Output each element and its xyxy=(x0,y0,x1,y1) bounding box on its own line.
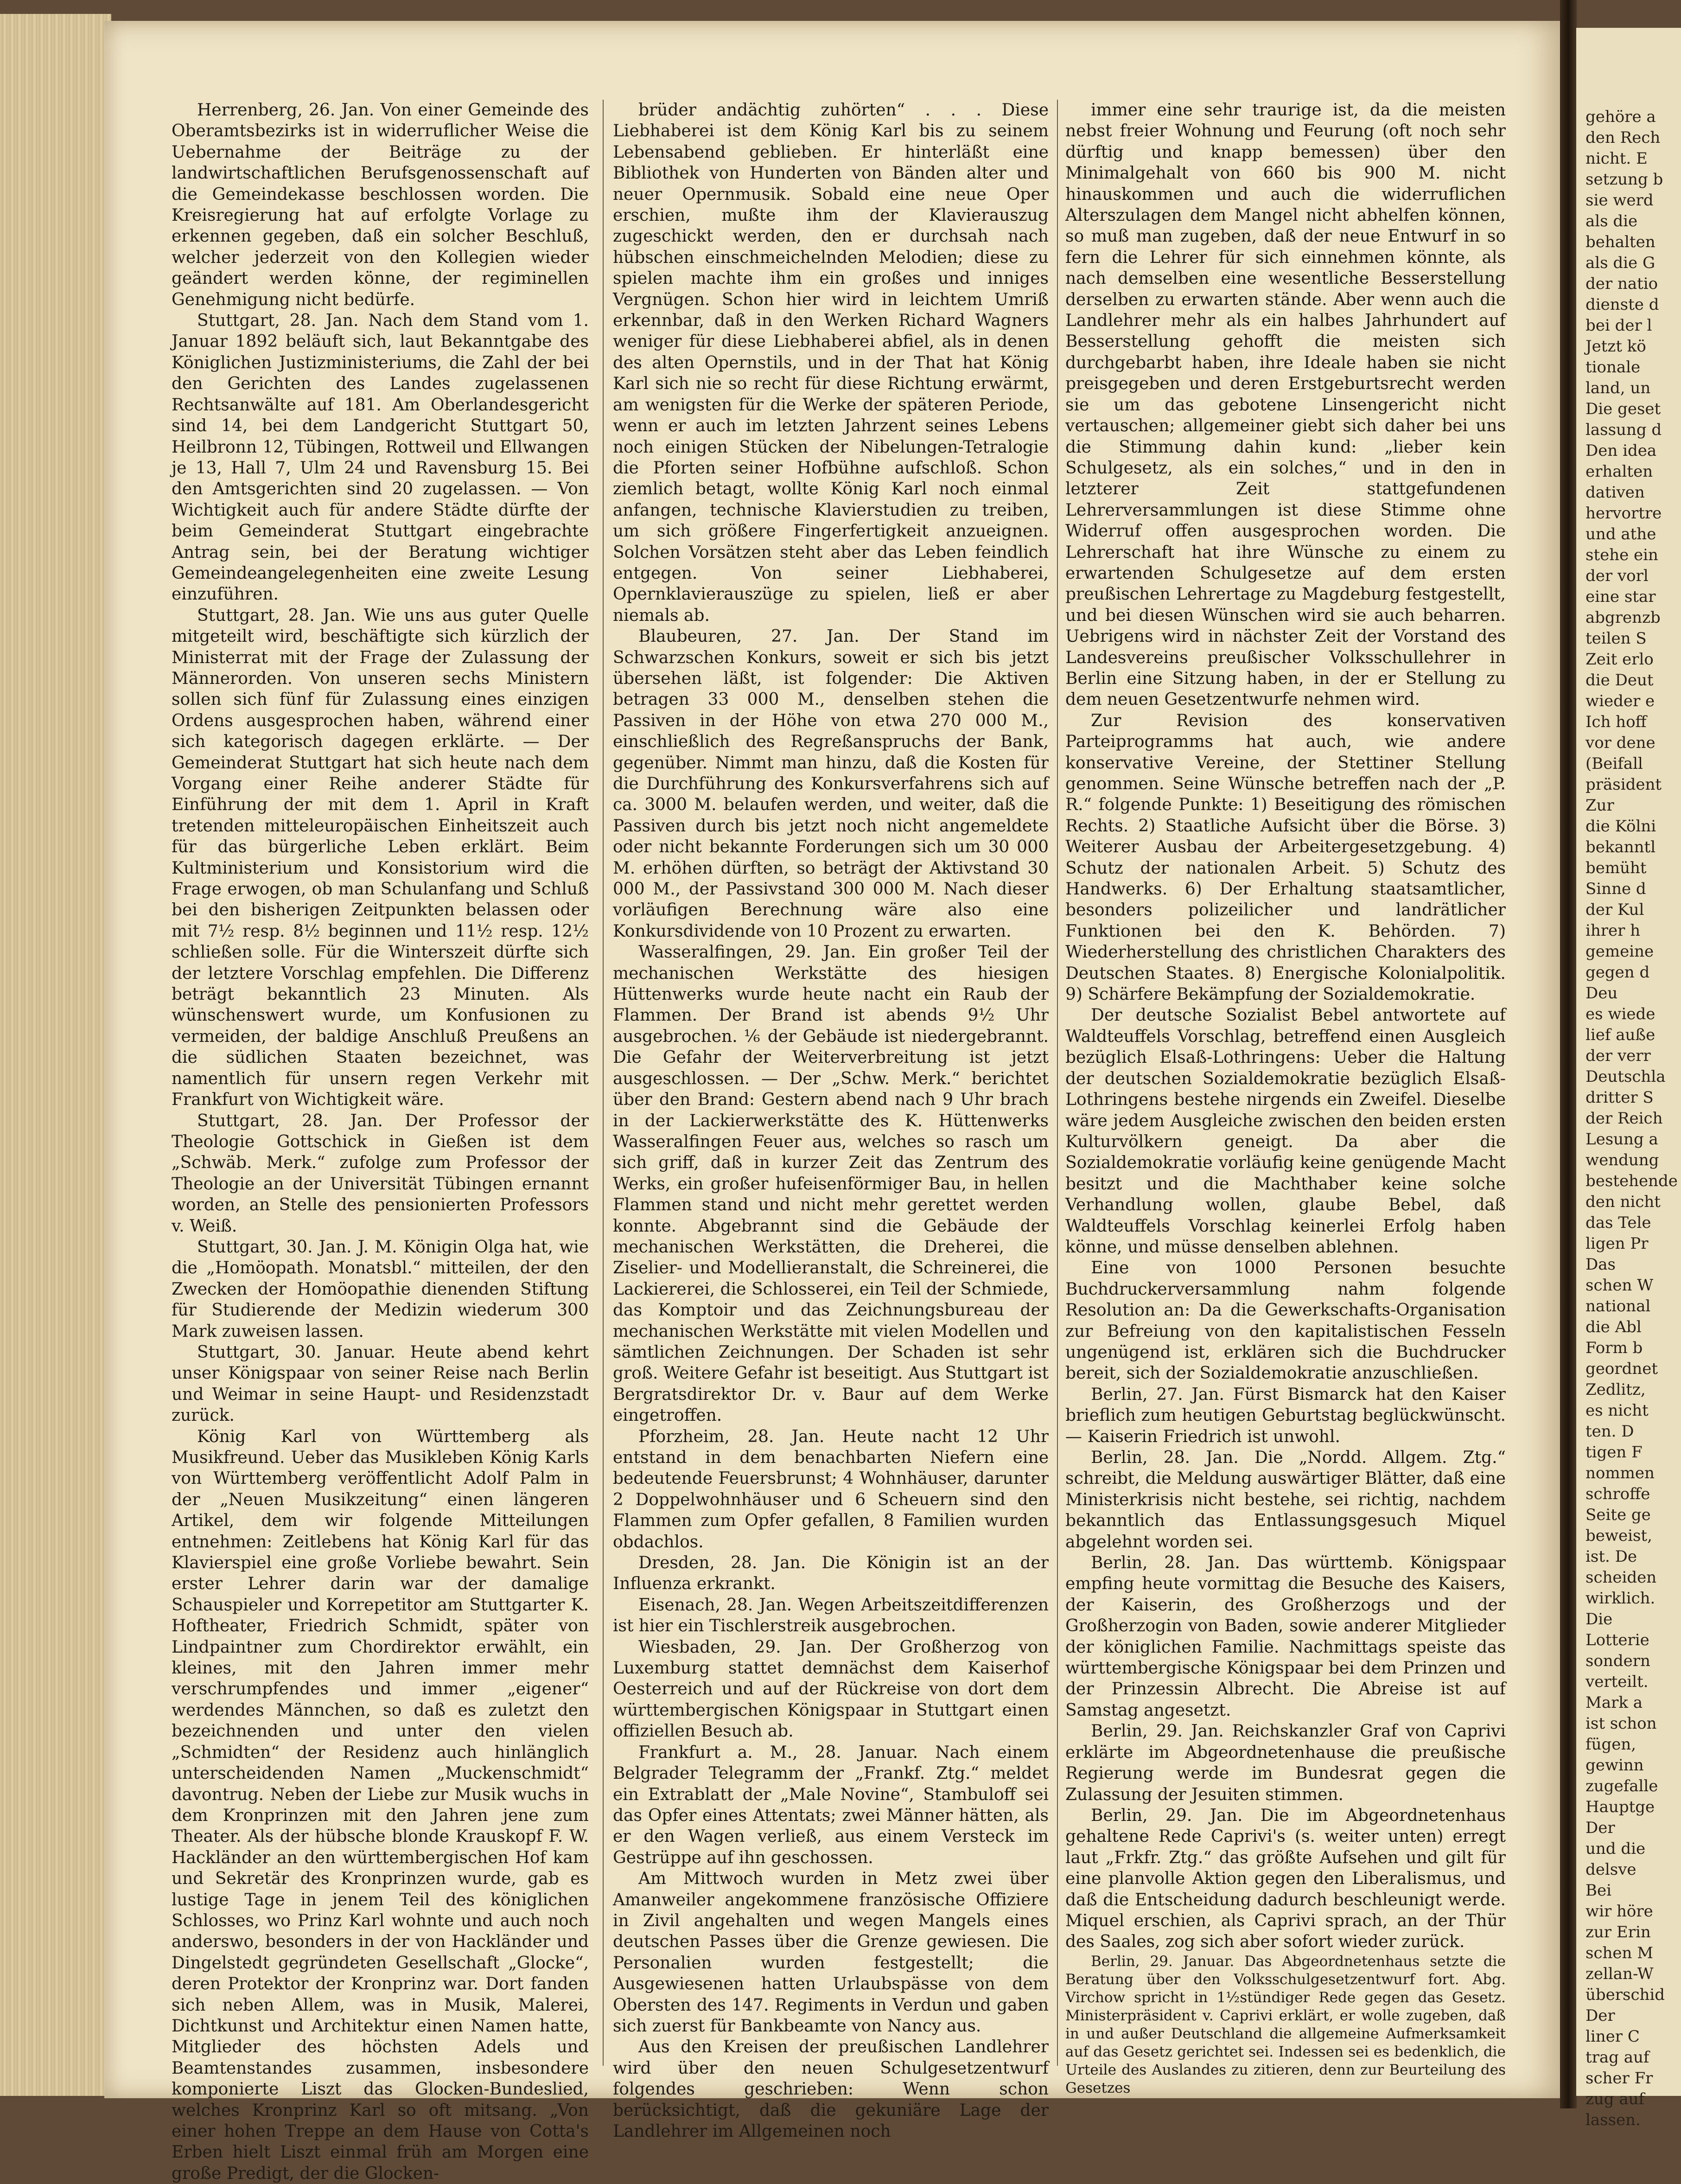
adjacent-page-line: zur Erin xyxy=(1585,1923,1651,1941)
text-column-3 xyxy=(1065,100,1506,2096)
adjacent-page-line: gemeine xyxy=(1585,942,1654,961)
article-paragraph: Pforzheim, 28. Jan. Heute nacht 12 Uhr entstand in dem benachbarten Niefern eine bedeutende Feuersbrunst; 4 Wohnhäuser, darunter 2 Doppelwohnhäuser und 6 Scheuern sind den Flammen zum Opfer gefallen, 8 Familien wurden obdachlos. xyxy=(613,1427,1049,1552)
adjacent-page-line: ihrer h xyxy=(1585,921,1641,940)
adjacent-page-line: delsve xyxy=(1585,1860,1636,1879)
text-column-1 xyxy=(172,100,589,2183)
adjacent-page-line: lief auße xyxy=(1585,1026,1656,1044)
adjacent-page-line: wirklich. xyxy=(1585,1589,1656,1608)
adjacent-page-line: die Kölni xyxy=(1585,817,1656,836)
adjacent-page-line: Seite ge xyxy=(1585,1506,1651,1524)
adjacent-page-line: der verr xyxy=(1585,1047,1651,1065)
adjacent-page-line: als die xyxy=(1585,212,1638,230)
adjacent-page-line: nicht. E xyxy=(1585,149,1648,168)
article-paragraph: Berlin, 29. Jan. Reichskanzler Graf von Caprivi erklärte im Abgeordnetenhause die preußische Regierung werde im Bundesrat gegen die Zulassung der Jesuiten stimmen. xyxy=(1065,1722,1506,1804)
adjacent-page-line: der vorl xyxy=(1585,567,1649,585)
adjacent-page-line: hervortre xyxy=(1585,504,1662,523)
adjacent-page-line: verteilt. xyxy=(1585,1673,1649,1691)
article-paragraph: Stuttgart, 28. Jan. Der Professor der Theologie Gottschick in Gießen ist dem „Schwäb. Merk.“ zufolge zum Professor der Theologie an der Universität Tübingen ernannt worden, an Stelle des pensionierten Professors v. Weiß. xyxy=(172,1111,589,1236)
adjacent-page-line: teilen S xyxy=(1585,629,1647,648)
book-page-edges xyxy=(0,14,111,2096)
adjacent-page-line: schen M xyxy=(1585,1944,1654,1962)
book-gutter xyxy=(1560,0,1577,2108)
adjacent-page-line: nommen xyxy=(1585,1464,1655,1482)
adjacent-page-line: überschid xyxy=(1585,1986,1665,2004)
adjacent-page-line: Deu xyxy=(1585,984,1618,1003)
adjacent-page-line: Zedlitz, xyxy=(1585,1380,1646,1399)
article-paragraph: Eisenach, 28. Jan. Wegen Arbeitszeitdifferenzen ist hier ein Tischlerstreik ausgebrochen. xyxy=(613,1595,1049,1636)
article-paragraph: Herrenberg, 26. Jan. Von einer Gemeinde des Oberamtsbezirks ist in widerruflicher Weise die Uebernahme der Beiträge zu der landwirtschaftlichen Berufsgenossenschaft auf die Gemeindekasse beschlossen worden. Die Kreisregierung hat auf erfolgte Vorlage zu erkennen gegeben, daß ein solcher Beschluß, welcher jederzeit von den Kollegien wieder geändert werden könne, der regiminellen Genehmigung nicht bedürfe. xyxy=(172,101,589,309)
article-paragraph: Berlin, 28. Jan. Die „Nordd. Allgem. Ztg.“ schreibt, die Meldung auswärtiger Blätter, daß eine Ministerkrisis nicht bestehe, sei richtig, nachdem bekanntlich das Entlassungsgesuch Miquel abgelehnt worden sei. xyxy=(1065,1448,1506,1552)
adjacent-page-line: bemüht xyxy=(1585,859,1647,877)
article-paragraph: Der deutsche Sozialist Bebel antwortete auf Waldteuffels Vorschlag, betreffend einen Ausgleich bezüglich Elsaß-Lothringens: Ueber die Haltung der deutschen Sozialdemokratie bezüglich Elsaß-Lothringens bestehe nirgends ein Zweifel. Dieselbe wäre jedem Ausgleiche zwischen den beiden ersten Kulturvölkern geneigt. Da aber die Sozialdemokratie vorläufig keine genügende Macht besitzt und die Machthaber keine solche Verhandlung wollen, glaube Bebel, daß Waldteuffels Vorschlag keinerlei Erfolg haben könne, und müsse denselben ablehnen. xyxy=(1065,1006,1506,1257)
adjacent-page-line: es nicht xyxy=(1585,1401,1649,1420)
article-paragraph: Stuttgart, 30. Januar. Heute abend kehrt unser Königspaar von seiner Reise nach Berlin und Weimar in seine Haupt- und Residenzstadt zurück. xyxy=(172,1342,589,1425)
adjacent-page-line: geordnet xyxy=(1585,1360,1658,1378)
article-paragraph: Am Mittwoch wurden in Metz zwei über Amanweiler angekommene französische Offiziere in Zivil angehalten und wegen Mangels eines deutschen Passes über die Grenze gewiesen. Die Personalien wurden festgestellt; die Ausgewiesenen hatten Urlaubspässe von dem Obersten des 147. Regiments in Verdun und gaben sich zuerst für Bankbeamte von Nancy aus. xyxy=(613,1869,1049,2036)
article-paragraph: Dresden, 28. Jan. Die Königin ist an der Influenza erkrankt. xyxy=(613,1553,1049,1594)
adjacent-page-line: ist schon xyxy=(1585,1714,1657,1733)
adjacent-page-line: vor dene xyxy=(1585,734,1656,752)
adjacent-page-line: Der xyxy=(1585,1819,1615,1837)
adjacent-page-line: schroffe xyxy=(1585,1485,1650,1503)
adjacent-page-line: und athe xyxy=(1585,525,1656,543)
adjacent-page-line: Deutschla xyxy=(1585,1067,1666,1086)
article-paragraph: Stuttgart, 30. Jan. J. M. Königin Olga hat, wie die „Homöopath. Monatsbl.“ mitteilen, der den Zwecken der Homöopathie dienenden Stiftung für Studierende der Medizin wiederum 300 Mark zuweisen lassen. xyxy=(172,1237,589,1341)
article-paragraph: Stuttgart, 28. Jan. Wie uns aus guter Quelle mitgeteilt wird, beschäftigte sich kürzlich der Ministerrat mit der Frage der Zulassung der Männerorden. Von unseren sechs Ministern sollen sich fünf für Zulassung eines einzigen Ordens ausgesprochen haben, während einer sich kategorisch dagegen erklärte. — Der Gemeinderat Stuttgart hat sich heute nach dem Vorgang einer Reihe anderer Städte für Einführung der mit dem 1. April in Kraft tretenden mitteleuropäischen Einheitszeit auch für das bürgerliche Leben erklärt. Beim Kultministerium und Konsistorium wird die Frage erwogen, ob man Schulanfang und Schluß bei den bisherigen Zeitpunkten belassen oder mit 7½ resp. 8½ beginnen und 11½ resp. 12½ schließen solle. Für die Winterszeit dürfte sich der letztere Vorschlag empfehlen. Die Differenz beträgt bekanntlich 23 Minuten. Als wünschenswert wurde, um Konfusionen zu vermeiden, der baldige Anschluß Preußens an die südlichen Staaten bezeichnet, was namentlich für unsern regen Verkehr mit Frankfurt von Wichtigkeit wäre. xyxy=(172,606,589,1110)
adjacent-page-line: dativen xyxy=(1585,483,1645,502)
adjacent-page-line: die Deut xyxy=(1585,671,1654,690)
article-paragraph: immer eine sehr traurige ist, da die meisten nebst freier Wohnung und Feurung (oft noch sehr dürftig und knapp bemessen) über den Minimalgehalt von 660 bis 900 M. nicht hinauskommen und auch die widerruflichen Alterszulagen dem Mangel nicht abhelfen können, so muß man zugeben, daß der neue Entwurf in so fern die Lehrer für sich einnehmen könnte, als nach demselben eine wesentliche Besserstellung derselben zu erwarten stände. Aber wenn auch die Landlehrer mehr als ein halbes Jahrhundert auf Besserstellung gehofft die meisten sich durchgebarbt haben, ihre Ideale haben sie nicht preisgegeben und deren Erstgeburtsrecht werden sie um das gebotene Linsengericht nicht vertauschen; allgemeiner giebt sich daher bei uns die Stimmung dahin kund: „lieber kein Schulgesetz, als ein solches,“ und in den in letzterer Zeit stattgefundenen Lehrerversammlungen ist diese Stimme ohne Widerruf offen ausgesprochen worden. Die Lehrerschaft hat ihre Wünsche zu einem zu erwartenden Schulgesetze auf dem ersten preußischen Lehrertage zu Magdeburg festgestellt, und bei diesen Wünschen wird sie auch beharren. Uebrigens wird in nächster Zeit der Vorstand des Landesvereins preußischer Volksschullehrer in Berlin eine Sitzung haben, in der er Stellung zu dem neuen Gesetzentwurfe nehmen wird. xyxy=(1065,101,1506,709)
adjacent-page-line: Hauptge xyxy=(1585,1798,1655,1816)
column-divider xyxy=(1057,100,1058,2066)
article-paragraph: König Karl von Württemberg als Musikfreund. Ueber das Musikleben König Karls von Württemberg veröffentlicht Adolf Palm in der „Neuen Musikzeitung“ einen längeren Artikel, dem wir folgende Mitteilungen entnehmen: Zeitlebens hat König Karl für das Klavierspiel eine große Vorliebe bewahrt. Sein erster Lehrer darin war der damalige Schauspieler und Korrepetitor am Stuttgarter K. Hoftheater, Friedrich Schmidt, später von Lindpaintner zum Chordirektor erwählt, ein kleines, mit den Jahren immer mehr verschrumpfendes und immer „eigener“ werdendes Männchen, so daß es zuletzt den bezeichnenden und unter den vielen „Schmidten“ der Residenz auch hinlänglich unterscheidenden Namen „Muckenschmidt“ davontrug. Neben der Liebe zur Musik wuchs in dem Kronprinzen mit den Jahren jene zum Theater. Als der hübsche blonde Krauskopf F. W. Hackländer an den württembergischen Hof kam und Sekretär des Kronprinzen wurde, gab es lustige Tage in jenem Teil des königlichen Schlosses, wo Prinz Karl wohnte und auch noch anderswo, besonders in der von Hackländer und Dingelstedt gegründeten Gesellschaft „Glocke“, deren Protektor der Kronprinz war. Dort fanden sich neben Allem, was in Musik, Malerei, Dichtkunst und Architektur einen Namen hatte, Mitglieder des höchsten Adels und Beamtenstandes zusammen, insbesondere komponierte Liszt das Glocken-Bundeslied, welches Kronprinz Karl so oft mitsang. „Von einer hohen Treppe an dem Hause von Cotta's Erben hielt Liszt einmal früh am Morgen eine große Predigt, der die Glocken- xyxy=(172,1427,589,2183)
article-paragraph: Berlin, 29. Jan. Die im Abgeordnetenhaus gehaltene Rede Caprivi's (s. weiter unten) erregt laut „Frkfr. Ztg.“ das größte Aufsehen und gilt für eine planvolle Aktion gegen den Liberalismus, und daß die Entscheidung dadurch beschleunigt werde. Miquel erschien, als Caprivi sprach, an der Thür des Saales, zog sich aber sofort wieder zurück. xyxy=(1065,1806,1506,1952)
article-paragraph: Wasseralfingen, 29. Jan. Ein großer Teil der mechanischen Werkstätte des hiesigen Hüttenwerks wurde heute nacht ein Raub der Flammen. Der Brand ist abends 9½ Uhr ausgebrochen. ⅙ der Gebäude ist niedergebrannt. Die Gefahr der Weiterverbreitung ist jetzt ausgeschlossen. — Der „Schw. Merk.“ berichtet über den Brand: Gestern abend nach 9 Uhr brach in der Lackierwerkstätte des K. Hüttenwerks Wasseralfingen Feuer aus, welches so rasch um sich griff, daß in kurzer Zeit das Zentrum des Werks, ein großer hufeisenförmiger Bau, in hellen Flammen stand und nicht mehr gerettet werden konnte. Abgebrannt sind die Gebäude der mechanischen Werkstätten, die Dreherei, die Ziselier- und Modellieranstalt, die Schreinerei, die Lackiererei, die Schlosserei, ein Teil der Schmiede, das Komptoir und das Zeichnungsbureau der mechanischen Werkstätte mit vielen Modellen und sämtlichen Zeichnungen. Der Schaden ist sehr groß. Weitere Gefahr ist beseitigt. Aus Stuttgart ist Bergratsdirektor Dr. v. Baur auf dem Werke eingetroffen. xyxy=(613,943,1049,1425)
article-paragraph: Wiesbaden, 29. Jan. Der Großherzog von Luxemburg stattet demnächst dem Kaiserhof Oesterreich und auf der Rückreise von dort dem württembergischen Königspaar in Stuttgart einen offiziellen Besuch ab. xyxy=(613,1637,1049,1741)
adjacent-page-line: lassung d xyxy=(1585,421,1662,439)
adjacent-page-line: schen W xyxy=(1585,1276,1654,1295)
adjacent-page-line: eine star xyxy=(1585,588,1656,606)
adjacent-page-line: Jetzt kö xyxy=(1585,337,1646,356)
article-paragraph: Aus den Kreisen der preußischen Landlehrer wird über den neuen Schulgesetzentwurf folgendes geschrieben: Wenn schon berücksichtigt, daß die gekuniäre Lage der Landlehrer im Allgemeinen noch xyxy=(613,2037,1049,2141)
adjacent-page-line: zugefalle xyxy=(1585,1777,1658,1795)
adjacent-page-line: bestehende xyxy=(1585,1172,1678,1190)
adjacent-page-line: der natio xyxy=(1585,275,1658,293)
adjacent-page-line: ten. D xyxy=(1585,1422,1634,1441)
adjacent-page-line: der Kul xyxy=(1585,900,1644,919)
adjacent-page-line: scher Fr xyxy=(1585,2069,1653,2088)
adjacent-page-line: abgrenzb xyxy=(1585,608,1661,627)
adjacent-page-line: sondern xyxy=(1585,1652,1650,1670)
adjacent-page-line: Form b xyxy=(1585,1339,1643,1357)
adjacent-page-line: Mark a xyxy=(1585,1693,1643,1712)
adjacent-page-line: das Tele xyxy=(1585,1213,1651,1232)
adjacent-page-line: national xyxy=(1585,1297,1651,1316)
adjacent-page-line: trag auf xyxy=(1585,2048,1649,2067)
adjacent-page-line: Bei xyxy=(1585,1881,1611,1900)
adjacent-page-line: dritter S xyxy=(1585,1088,1654,1107)
adjacent-page-line: ist. De xyxy=(1585,1547,1637,1566)
article-paragraph: Berlin, 27. Jan. Fürst Bismarck hat den Kaiser brieflich zum heutigen Geburtstag beglückwünscht. — Kaiserin Friedrich ist unwohl. xyxy=(1065,1385,1506,1446)
adjacent-page-line: die Abl xyxy=(1585,1318,1642,1336)
adjacent-page-line: den nicht xyxy=(1585,1193,1661,1211)
article-paragraph: Frankfurt a. M., 28. Januar. Nach einem Belgrader Telegramm der „Frankf. Ztg.“ meldet ein Extrablatt der „Male Novine“, Stambuloff sei das Opfer eines Attentats; zwei Männer hätten, als er den Wagen verließ, aus einem Versteck im Gestrüppe auf ihn geschossen. xyxy=(613,1743,1049,1867)
adjacent-page-line: Den idea xyxy=(1585,441,1657,460)
adjacent-page-line: Zeit erlo xyxy=(1585,650,1654,669)
text-column-2 xyxy=(613,100,1049,2141)
adjacent-page-line: behalten xyxy=(1585,233,1656,251)
adjacent-page-line: (Beifall xyxy=(1585,754,1643,773)
adjacent-page-line: wendung xyxy=(1585,1151,1659,1169)
adjacent-page-line: erhalten xyxy=(1585,462,1653,481)
adjacent-page-line: und die xyxy=(1585,1839,1646,1858)
article-paragraph: Berlin, 28. Jan. Das württemb. Königspaar empfing heute vormittag die Besuche des Kaisers, der Kaiserin, des Großherzogs und der Großherzogin von Baden, sowie anderer Mitglieder der königlichen Familie. Nachmittags speiste das württembergische Königspaar bei dem Prinzen und der Prinzessin Albrecht. Die Abreise ist auf Samstag angesetzt. xyxy=(1065,1553,1506,1720)
article-paragraph: Eine von 1000 Personen besuchte Buchdruckerversammlung nahm folgende Resolution an: Da die Gewerkschafts-Organisation zur Befreiung von den kapitalistischen Fesseln ungenügend ist, erklären sich die Buchdrucker bereit, sich der Sozialdemokratie anzuschließen. xyxy=(1065,1258,1506,1383)
adjacent-page-line: setzung b xyxy=(1585,170,1663,189)
article-paragraph: Stuttgart, 28. Jan. Nach dem Stand vom 1. Januar 1892 beläuft sich, laut Bekanntgabe des Königlichen Justizministeriums, die Zahl der bei den Gerichten des Landes zugelassenen Rechtsanwälte auf 181. Am Oberlandesgericht sind 14, bei dem Landgericht Stuttgart 50, Heilbronn 12, Tübingen, Rottweil und Ellwangen je 13, Hall 7, Ulm 24 und Ravensburg 15. Bei den Amtsgerichten sind 20 zugelassen. — Von Wichtigkeit auch für andere Städte dürfte der beim Gemeinderat Stuttgart eingebrachte Antrag sein, bei der Beratung wichtiger Gemeindeangelegenheiten eine zweite Lesung einzuführen. xyxy=(172,311,589,604)
adjacent-page-line: scheiden xyxy=(1585,1568,1657,1587)
adjacent-page-line: der Reich xyxy=(1585,1109,1663,1128)
adjacent-page-line: Die xyxy=(1585,1610,1613,1628)
article-paragraph: Blaubeuren, 27. Jan. Der Stand im Schwarzschen Konkurs, soweit er sich bis jetzt übersehen läßt, ist folgender: Die Aktiven betragen 33 000 M., denselben stehen die Passiven in der Höhe von etwa 270 000 M., einschließlich des Regreßanspruchs der Bank, gegenüber. Nimmt man hinzu, daß die Kosten für die Durchführung des Konkursverfahrens sich auf ca. 3000 M. belaufen werden, und weiter, daß die Passiven durch bis jetzt noch nicht angemeldete oder nicht bekannte Forderungen sich um 30 000 M. erhöhen dürften, so beträgt der Aktivstand 30 000 M., der Passivstand 300 000 M. Nach dieser vorläufigen Berechnung wäre also eine Konkursdividende von 10 Prozent zu erwarten. xyxy=(613,627,1049,941)
adjacent-page-line: zellan-W xyxy=(1585,1965,1654,1983)
adjacent-page-line: ligen Pr xyxy=(1585,1234,1649,1253)
column-divider xyxy=(603,100,604,2066)
article-paragraph: Zur Revision des konservativen Parteiprogramms hat auch, wie andere konservative Vereine, der Stettiner Stellung genommen. Seine Wünsche betreffen nach der „P. R.“ folgende Punkte: 1) Beseitigung des römischen Rechts. 2) Staatliche Aufsicht über die Börse. 3) Weiterer Ausbau der Arbeitergesetzgebung. 4) Schutz der nationalen Arbeit. 5) Schutz des Handwerks. 6) Der Erhaltung staatsamtlicher, besonders polizeilicher und landrätlicher Funktionen bei den K. Behörden. 7) Wiederherstellung des christlichen Charakters des Deutschen Staates. 8) Energische Kolonialpolitik. 9) Schärfere Bekämpfung der Sozialdemokratie. xyxy=(1065,711,1506,1004)
adjacent-page-line: zug auf xyxy=(1585,2090,1645,2108)
adjacent-page-line: lassen. xyxy=(1585,2111,1641,2129)
adjacent-page-line: Das xyxy=(1585,1255,1616,1274)
adjacent-page-line: land, un xyxy=(1585,379,1651,397)
adjacent-page-line: dienste d xyxy=(1585,295,1659,314)
adjacent-page-line: bei der l xyxy=(1585,316,1652,335)
adjacent-page-line: präsident xyxy=(1585,775,1662,794)
adjacent-page-line: wieder e xyxy=(1585,692,1655,710)
article-paragraph: brüder andächtig zuhörten“ . . . Diese Liebhaberei ist dem König Karl bis zu seinem Lebensabend geblieben. Er hinterläßt eine Bibliothek von Hunderten von Bänden alter und neuer Opernmusik. Sobald eine neue Oper erschien, mußte ihm der Klavierauszug zugeschickt werden, den er durchsah nach hübschen einschmeichelnden Melodien; diese zu spielen machte ihm ein großes und inniges Vergnügen. Schon hier wird in leichtem Umriß erkennbar, daß in den Werken Richard Wagners weniger für diese Liebhaberei abfiel, als in denen des alten Opernstils, und in der That hat König Karl sich nie so recht für diese Richtung erwärmt, am wenigsten für die Werke der späteren Periode, wenn er auch im letzten Jahrzent seines Lebens noch einigen Stücken der Nibelungen-Tetralogie die Pforten seiner Hofbühne aufschloß. Schon ziemlich betagt, wollte König Karl noch einmal anfangen, technische Klavierstudien zu treiben, um sich größere Fingerfertigkeit anzueignen. Solchen Vorsätzen steht aber das Leben feindlich entgegen. Von seiner Liebhaberei, Opernklavierauszüge zu spielen, ließ er aber niemals ab. xyxy=(613,101,1049,625)
adjacent-page-line: gegen d xyxy=(1585,963,1650,982)
adjacent-page-line: wir höre xyxy=(1585,1902,1653,1921)
adjacent-page-line: tionale xyxy=(1585,358,1641,377)
adjacent-page-line: Ich hoff xyxy=(1585,713,1647,731)
adjacent-page-line: tigen F xyxy=(1585,1443,1643,1462)
adjacent-page-line: Der xyxy=(1585,2006,1615,2025)
adjacent-page-line: den Rech xyxy=(1585,128,1661,147)
adjacent-page-column xyxy=(1585,107,1681,2131)
adjacent-page xyxy=(1576,28,1681,2129)
adjacent-page-line: Lesung a xyxy=(1585,1130,1658,1149)
adjacent-page-line: Sinne d xyxy=(1585,880,1646,898)
adjacent-page-line: beweist, xyxy=(1585,1526,1652,1545)
adjacent-page-line: fügen, xyxy=(1585,1735,1636,1754)
adjacent-page-line: Die geset xyxy=(1585,400,1661,418)
adjacent-page-line: es wiede xyxy=(1585,1005,1656,1023)
parliament-report-paragraph: Berlin, 29. Januar. Das Abgeordnetenhaus setzte die Beratung über den Volksschulgesetzentwurf fort. Abg. Virchow spricht in 1½stündiger Rede gegen das Gesetz. Ministerpräsident v. Caprivi erklärt, er wolle zugeben, daß in und außer Deutschland die allgemeine Aufmerksamkeit auf das Gesetz gerichtet sei. Indessen sei es bedenklich, die Urteile des Auslandes zu zitieren, denn zur Beurteilung des Gesetzes xyxy=(1065,1953,1506,2096)
adjacent-page-line: stehe ein xyxy=(1585,546,1658,564)
adjacent-page-line: als die G xyxy=(1585,254,1656,272)
adjacent-page-line: bekanntl xyxy=(1585,838,1656,856)
adjacent-page-line: Lotterie xyxy=(1585,1631,1649,1649)
adjacent-page-line: Zur xyxy=(1585,796,1614,815)
adjacent-page-line: gehöre a xyxy=(1585,108,1656,126)
adjacent-page-line: sie werd xyxy=(1585,191,1654,210)
adjacent-page-line: liner C xyxy=(1585,2027,1640,2046)
adjacent-page-line: gewinn xyxy=(1585,1756,1644,1775)
